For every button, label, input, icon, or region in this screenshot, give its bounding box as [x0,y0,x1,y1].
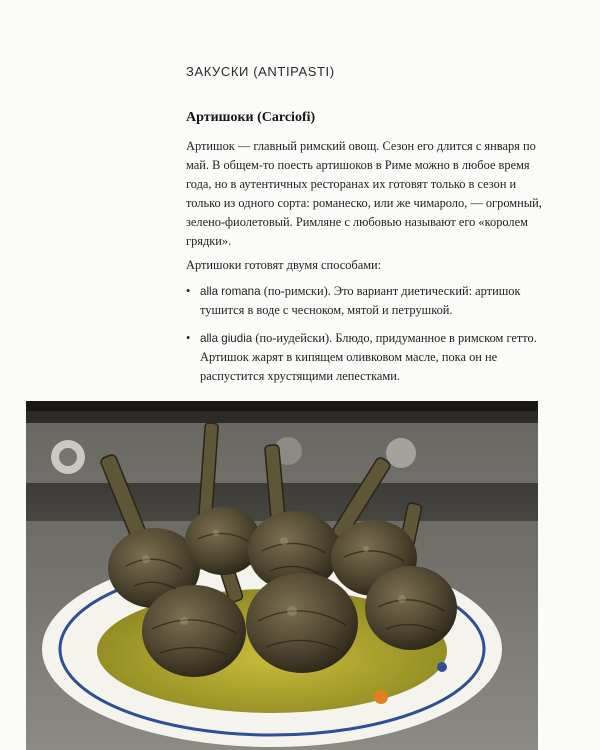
artichoke-photo [26,401,538,750]
method-desc: (по-иудейски). Блюдо, придуманное в римском гетто. Артишок жарят в кипящем оливковом масле, пока он не распустится хрустящими лепестками. [200,331,537,383]
methods-list [186,282,546,386]
method-item-romana [186,282,546,320]
photo-illustration [26,401,538,750]
method-item-giudia [186,329,546,386]
section-header: ЗАКУСКИ (ANTIPASTI) [186,64,335,79]
stove-knob-icon [386,438,416,468]
method-desc: (по-римски). Это вариант диетический: артишок тушится в воде с чесноком, мятой и петрушкой. [200,284,521,317]
intro-paragraph: Артишок — главный римский овощ. Сезон его длится с января по май. В общем-то поесть артишоков в Риме можно в любое время года, но в аутентичных ресторанах их готовят только в сезон и только из одного сорта: романеско, или же чимароло, — огромный, зелено-фиолетовый. Римляне с любовью называют его «королем грядки». [186,139,542,248]
method-name: alla romana [200,285,261,298]
method-name: alla giudia [200,332,253,345]
methods-lead: Артишоки готовят двумя способами: [186,258,382,272]
article-title: Артишоки (Carciofi) [186,110,316,125]
plate-logo-icon [374,690,388,704]
